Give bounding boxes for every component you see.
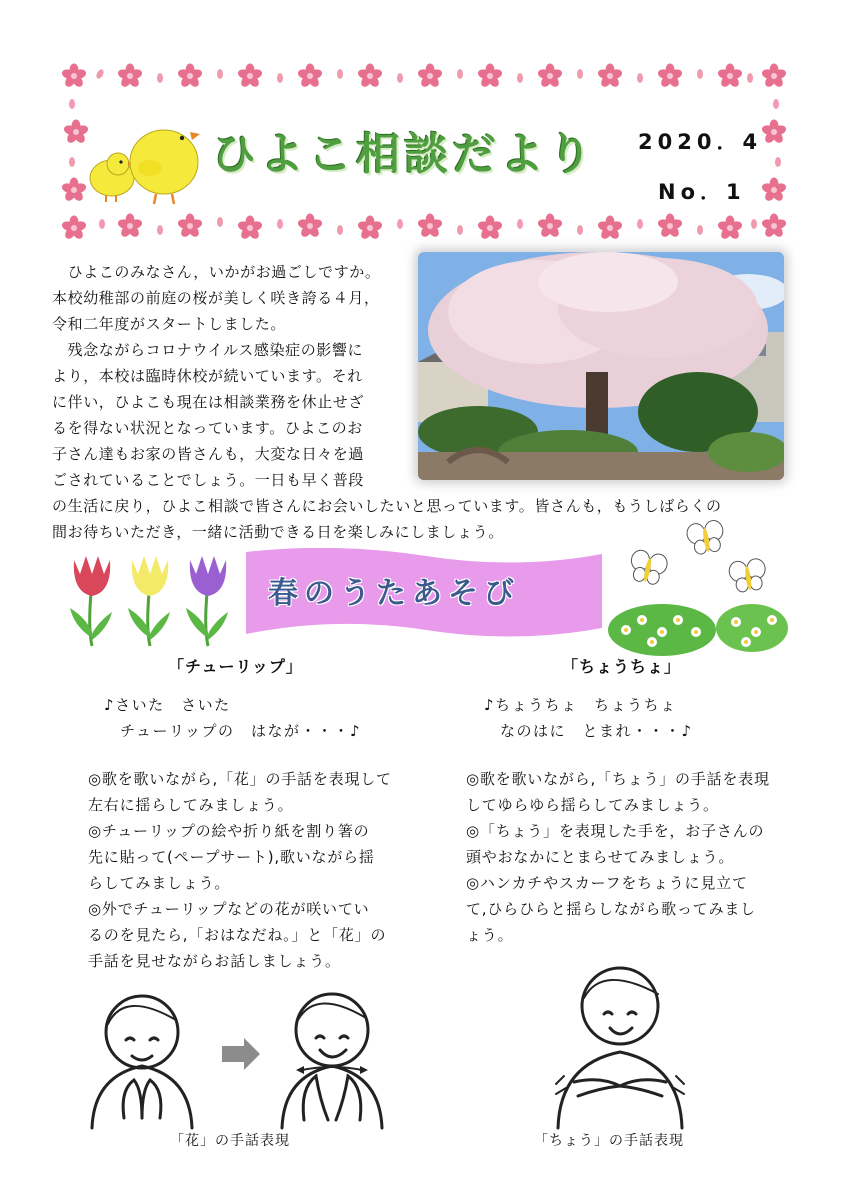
butterfly-note: ◎「ちょう」を表現した手を，お子さんの [466, 822, 765, 840]
tulip-note: らしてみましょう。 [88, 874, 231, 892]
intro-line: ごされていることでしょう。一日も早く普段 [52, 471, 365, 489]
intro-line: ひよこのみなさん，いかがお過ごしですか。 [52, 263, 381, 281]
tulip-song-title: 「チューリップ」 [168, 657, 303, 676]
flower-sign-caption: 「花」の手話表現 [170, 1133, 290, 1149]
tulip-note: ◎チューリップの絵や折り紙を割り箸の [88, 822, 370, 840]
intro-line: 間お待ちいただき，一緒に活動できる日を楽しみにしましょう。 [52, 523, 504, 541]
butterfly-note: て,ひらひらと揺らしながら歌ってみまし [466, 900, 756, 918]
flower-sign-illustration [84, 980, 404, 1130]
butterfly-note: ◎歌を歌いながら,「ちょう」の手話を表現 [466, 770, 770, 788]
butterfly-sign-caption: 「ちょう」の手話表現 [534, 1133, 684, 1149]
butterfly-note: ょう。 [466, 926, 514, 944]
tulip-note: ◎外でチューリップなどの花が咲いてい [88, 900, 370, 918]
banner-title: 春のうたあそび [268, 576, 520, 611]
butterfly-note: 頭やおなかにとまらせてみましょう。 [466, 848, 735, 866]
chicks-illustration [84, 118, 204, 208]
butterfly-note: ◎ハンカチやスカーフをちょうに見立て [466, 874, 748, 892]
issue-number: No．1 [658, 180, 746, 204]
tulips-illustration [66, 548, 236, 648]
tulip-note: ◎歌を歌いながら,「花」の手話を表現して [88, 770, 392, 788]
newsletter-title: ひよこ相談だより [212, 129, 596, 180]
tulip-note: 左右に揺らしてみましょう。 [88, 796, 294, 814]
intro-line: より，本校は臨時休校が続いています。それ [52, 367, 363, 385]
intro-line: の生活に戻り，ひよこ相談で皆さんにお会いしたいと思っています。皆さんも，もうしばらくの [52, 497, 722, 515]
issue-date: 2020．4 [638, 130, 763, 154]
intro-line: 子さん達もお家の皆さんも，大変な日々を過 [52, 445, 365, 463]
tulip-note: 手話を見せながらお話しましょう。 [88, 952, 341, 970]
intro-line: に伴い，ひよこも現在は相談業務を休止せざ [52, 393, 365, 411]
butterfly-song-title: 「ちょうちょ」 [562, 657, 682, 676]
tulip-lyric-line: ♪さいた さいた [104, 696, 231, 714]
tulip-lyric-line: チューリップの はなが・・・♪ [120, 722, 362, 740]
butterfly-note: してゆらゆら揺らしてみましょう。 [466, 796, 719, 814]
intro-line: 令和二年度がスタートしました。 [52, 315, 287, 333]
intro-line: 本校幼稚部の前庭の桜が美しく咲き誇る４月， [52, 289, 380, 307]
cherry-blossom-photo [418, 252, 784, 480]
tulip-note: るのを見たら,「おはなだね。」と「花」の [88, 926, 387, 944]
butterfly-sign-illustration [544, 960, 694, 1130]
intro-line: るを得ない状況となっています。ひよこのお [52, 419, 363, 437]
butterfly-lyric-line: ♪ちょうちょ ちょうちょ [484, 696, 677, 714]
tulip-note: 先に貼って(ペープサート),歌いながら揺 [88, 848, 375, 866]
intro-line: 残念ながらコロナウイルス感染症の影響に [52, 341, 364, 359]
butterflies-illustration [606, 516, 790, 656]
butterfly-lyric-line: なのはに とまれ・・・♪ [500, 722, 693, 740]
